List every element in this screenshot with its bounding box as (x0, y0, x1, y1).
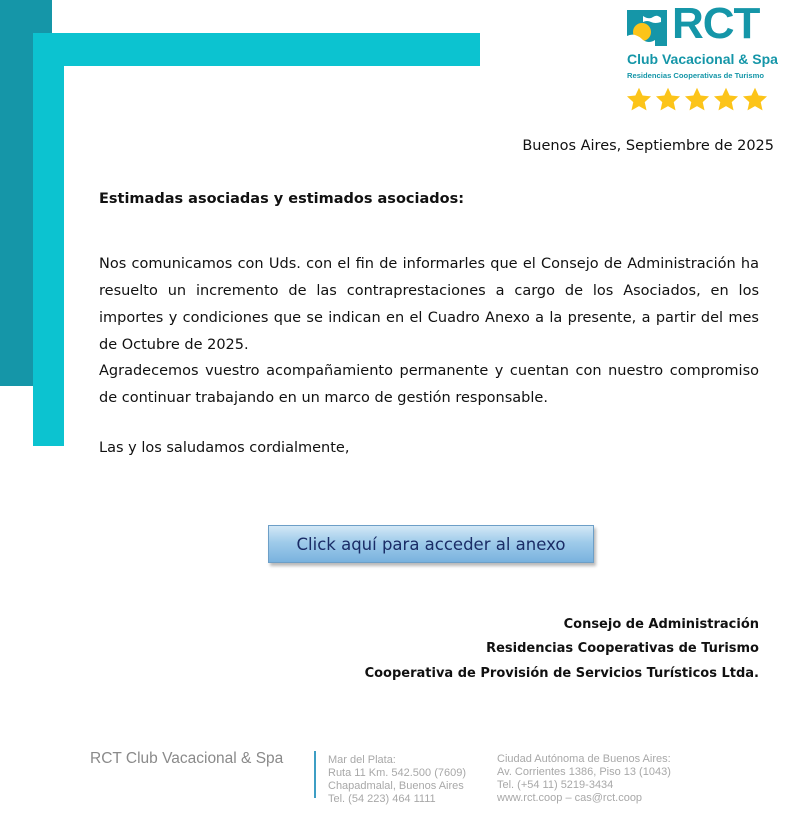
logo-brand: RCT (672, 0, 760, 48)
signature-line-3: Cooperativa de Provisión de Servicios Turísticos Ltda. (364, 666, 759, 681)
signature-line-2: Residencias Cooperativas de Turismo (486, 641, 759, 656)
logo-stars (625, 86, 770, 113)
annex-link-button[interactable]: Click aquí para acceder al anexo (268, 525, 594, 563)
footer-location-title: Ciudad Autónoma de Buenos Aires: (497, 753, 671, 765)
letter-date: Buenos Aires, Septiembre de 2025 (522, 138, 774, 154)
letter-paragraph-2: Agradecemos vuestro acompañamiento permanente y cuentan con nuestro compromiso de continuar trabajando en un marco de gestión responsable. (99, 363, 759, 406)
logo-subtitle: Club Vacacional & Spa (627, 51, 778, 67)
footer-address-line: Av. Corrientes 1386, Piso 13 (1043) (497, 766, 671, 778)
corner-shape-cutout (52, 0, 434, 33)
star-icon (654, 86, 682, 113)
letter-greeting: Estimadas asociadas y estimados asociados: (99, 191, 465, 207)
footer-address-line: Ruta 11 Km. 542.500 (7609) (328, 767, 466, 779)
footer-brand: RCT Club Vacacional & Spa (90, 750, 284, 767)
footer-location-mar-del-plata (328, 754, 466, 806)
letter-closing: Las y los saludamos cordialmente, (99, 440, 350, 456)
signature-line-1: Consejo de Administración (563, 617, 759, 632)
footer-divider (314, 751, 316, 798)
footer-location-caba (497, 753, 671, 805)
rct-logo (626, 0, 778, 118)
footer-phone: Tel. (54 223) 464 1111 (328, 793, 436, 805)
logo-mark-icon (627, 10, 667, 46)
star-icon (712, 86, 740, 113)
star-icon (683, 86, 711, 113)
letter-paragraph-1: Nos comunicamos con Uds. con el fin de informarles que el Consejo de Administración ha resuelto un incremento de las contraprestaciones a cargo de los Asociados, en los importes y condiciones que se indican en el Cuadro Anexo a la presente, a partir del mes de Octubre de 2025. (99, 256, 759, 353)
footer-address-line: Chapadmalal, Buenos Aires (328, 780, 464, 792)
footer-contact-link[interactable]: www.rct.coop – cas@rct.coop (497, 792, 643, 804)
footer-location-title: Mar del Plata: (328, 754, 396, 766)
star-icon (741, 86, 769, 113)
logo-tagline: Residencias Cooperativas de Turismo (627, 71, 765, 80)
star-icon (625, 86, 653, 113)
footer-phone: Tel. (+54 11) 5219-3434 (497, 779, 614, 791)
